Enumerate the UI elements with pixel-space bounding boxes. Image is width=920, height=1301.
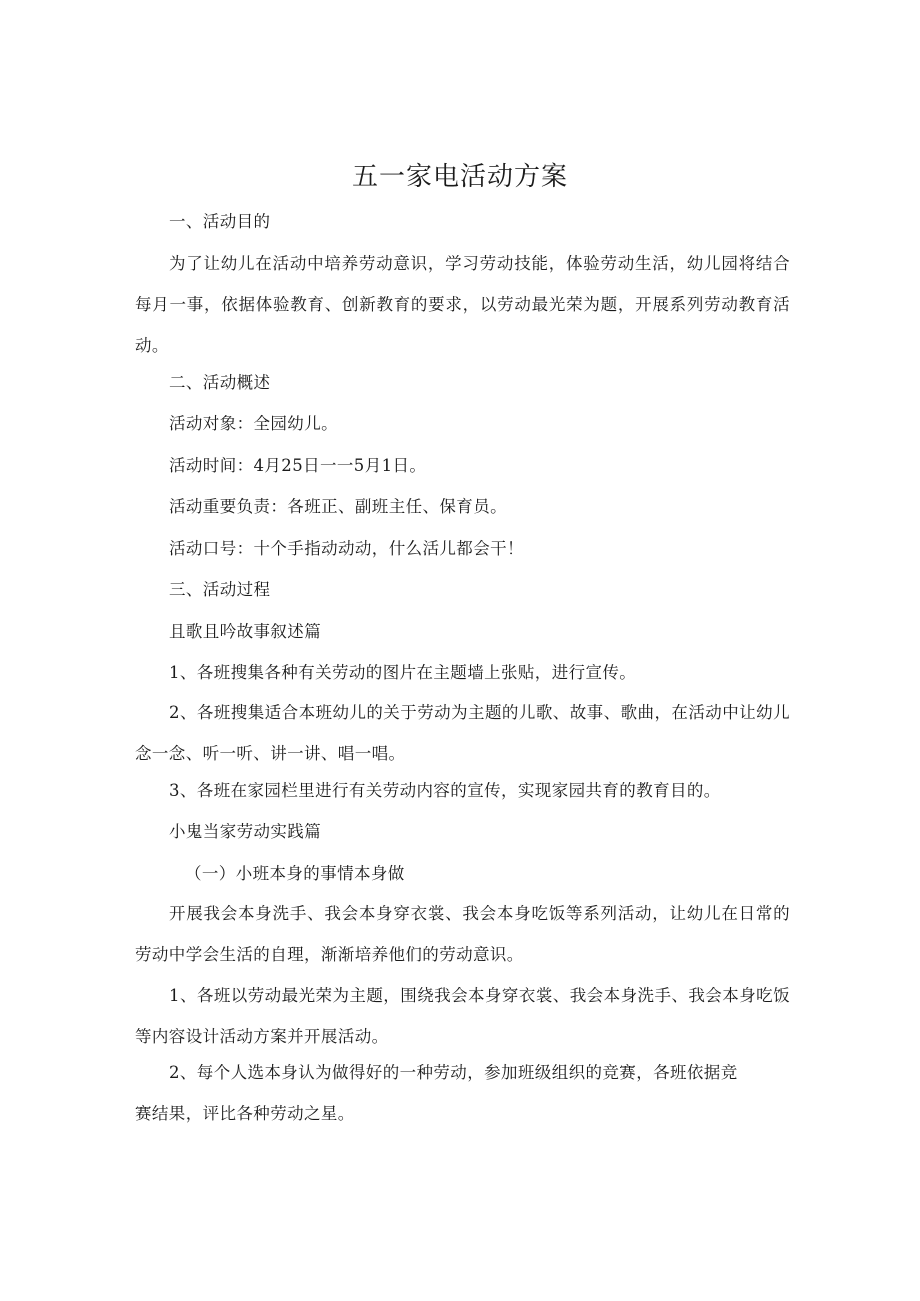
sub1-heading: （一）小班本身的事情本身做	[185, 864, 405, 883]
part1-item-2: 2、各班搜集适合本班幼儿的关于劳动为主题的儿歌、故事、歌曲，在活动中让幼儿念一念、听一听、讲一讲、唱一唱。	[135, 703, 790, 763]
part1-item-3: 3、各班在家园栏里进行有关劳动内容的宣传，实现家园共育的教育目的。	[169, 781, 721, 800]
part2-heading: 小鬼当家劳动实践篇	[169, 822, 322, 841]
activity-time: 活动时间：4月25日一一5月1日。	[169, 456, 427, 475]
section1-heading: 一、活动目的	[169, 212, 271, 231]
activity-target: 活动对象：全园幼儿。	[169, 414, 338, 433]
activity-slogan: 活动口号：十个手指动动动，什么活儿都会干！	[169, 539, 524, 558]
section3-heading: 三、活动过程	[169, 580, 271, 599]
part1-item-1: 1、各班搜集各种有关劳动的图片在主题墙上张贴，进行宣传。	[169, 663, 637, 682]
section1-paragraph: 为了让幼儿在活动中培养劳动意识，学习劳动技能，体验劳动生活，幼儿园将结合每月一事，依据体验教育、创新教育的要求，以劳动最光荣为题，开展系列劳动教育活动。	[135, 254, 790, 355]
sub1-item-1: 1、各班以劳动最光荣为主题，围绕我会本身穿衣裳、我会本身洗手、我会本身吃饭等内容设计活动方案并开展活动。	[135, 986, 790, 1046]
activity-responsible: 活动重要负责：各班正、副班主任、保育员。	[169, 497, 507, 516]
section2-heading: 二、活动概述	[169, 373, 271, 392]
document-title: 五一家电活动方案	[351, 162, 568, 192]
sub1-item-2-line-2: 赛结果，评比各种劳动之星。	[135, 1104, 355, 1123]
sub1-item-2-line-1: 2、每个人选本身认为做得好的一种劳动，参加班级组织的竞赛，各班依据竞	[169, 1063, 738, 1082]
sub1-paragraph: 开展我会本身洗手、我会本身穿衣裳、我会本身吃饭等系列活动，让幼儿在日常的劳动中学会生活的自理，渐渐培养他们的劳动意识。	[135, 904, 790, 964]
part1-heading: 且歌且吟故事叙述篇	[169, 622, 322, 641]
